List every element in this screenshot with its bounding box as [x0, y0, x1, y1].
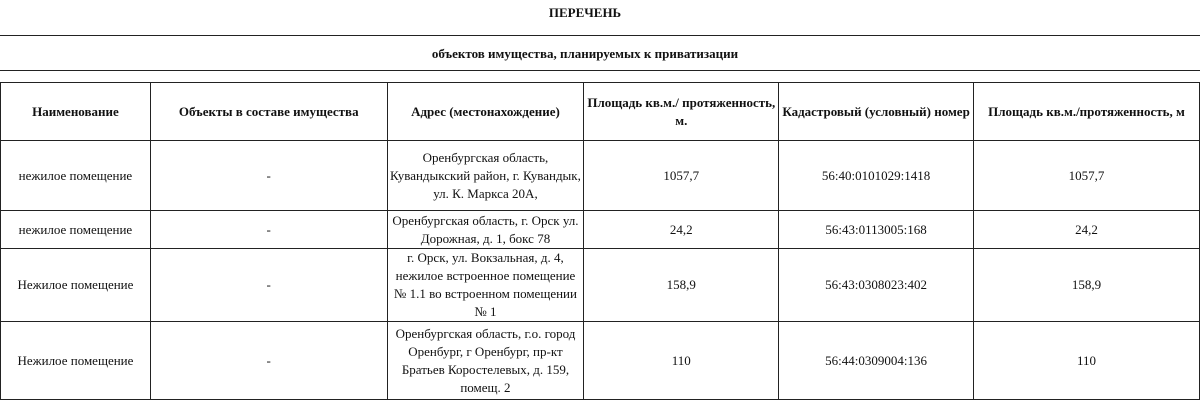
- cell-area-2: 158,9: [974, 249, 1200, 322]
- cell-address: Оренбургская область, Кувандыкский район, г. Кувандык, ул. К. Маркса 20А,: [387, 141, 584, 211]
- header-address: Адрес (местонахождение): [387, 83, 584, 141]
- cell-name: нежилое помещение: [1, 211, 151, 249]
- table-row: [1, 322, 1200, 400]
- cell-cadastral-number: 56:43:0308023:402: [779, 249, 974, 322]
- table-row: [1, 211, 1200, 249]
- header-name: Наименование: [1, 83, 151, 141]
- document-title: ПЕРЕЧЕНЬ: [548, 5, 622, 20]
- cell-objects: -: [150, 322, 387, 400]
- cell-name: Нежилое помещение: [1, 322, 151, 400]
- divider: [0, 35, 1200, 36]
- header-cadastral-number: Кадастровый (условный) номер: [779, 83, 974, 141]
- cell-area: 110: [584, 322, 779, 400]
- cell-cadastral-number: 56:43:0113005:168: [779, 211, 974, 249]
- cell-cadastral-number: 56:44:0309004:136: [779, 322, 974, 400]
- cell-area-2: 1057,7: [974, 141, 1200, 211]
- cell-area: 24,2: [584, 211, 779, 249]
- cell-area-2: 110: [974, 322, 1200, 400]
- cell-objects: -: [150, 249, 387, 322]
- document-subtitle: объектов имущества, планируемых к приватизации: [431, 46, 739, 61]
- header-objects: Объекты в составе имущества: [150, 83, 387, 141]
- cell-name: нежилое помещение: [1, 141, 151, 211]
- cell-area: 1057,7: [584, 141, 779, 211]
- divider: [0, 70, 1200, 71]
- cell-objects: -: [150, 141, 387, 211]
- cell-area-2: 24,2: [974, 211, 1200, 249]
- cell-area: 158,9: [584, 249, 779, 322]
- property-table: [0, 82, 1200, 400]
- header-area: Площадь кв.м./ протяженность, м.: [584, 83, 779, 141]
- table-header-row: [1, 83, 1200, 141]
- cell-address: Оренбургская область, г. Орск ул. Дорожная, д. 1, бокс 78: [387, 211, 584, 249]
- cell-cadastral-number: 56:40:0101029:1418: [779, 141, 974, 211]
- cell-address: Оренбургская область, г.о. город Оренбург, г Оренбург, пр-кт Братьев Коростелевых, д. 159, помещ. 2: [387, 322, 584, 400]
- cell-address: г. Орск, ул. Вокзальная, д. 4, нежилое встроенное помещение № 1.1 во встроенном помещении № 1: [387, 249, 584, 322]
- cell-objects: -: [150, 211, 387, 249]
- table-row: [1, 141, 1200, 211]
- header-area-2: Площадь кв.м./протяженность, м: [974, 83, 1200, 141]
- table-row: [1, 249, 1200, 322]
- cell-name: Нежилое помещение: [1, 249, 151, 322]
